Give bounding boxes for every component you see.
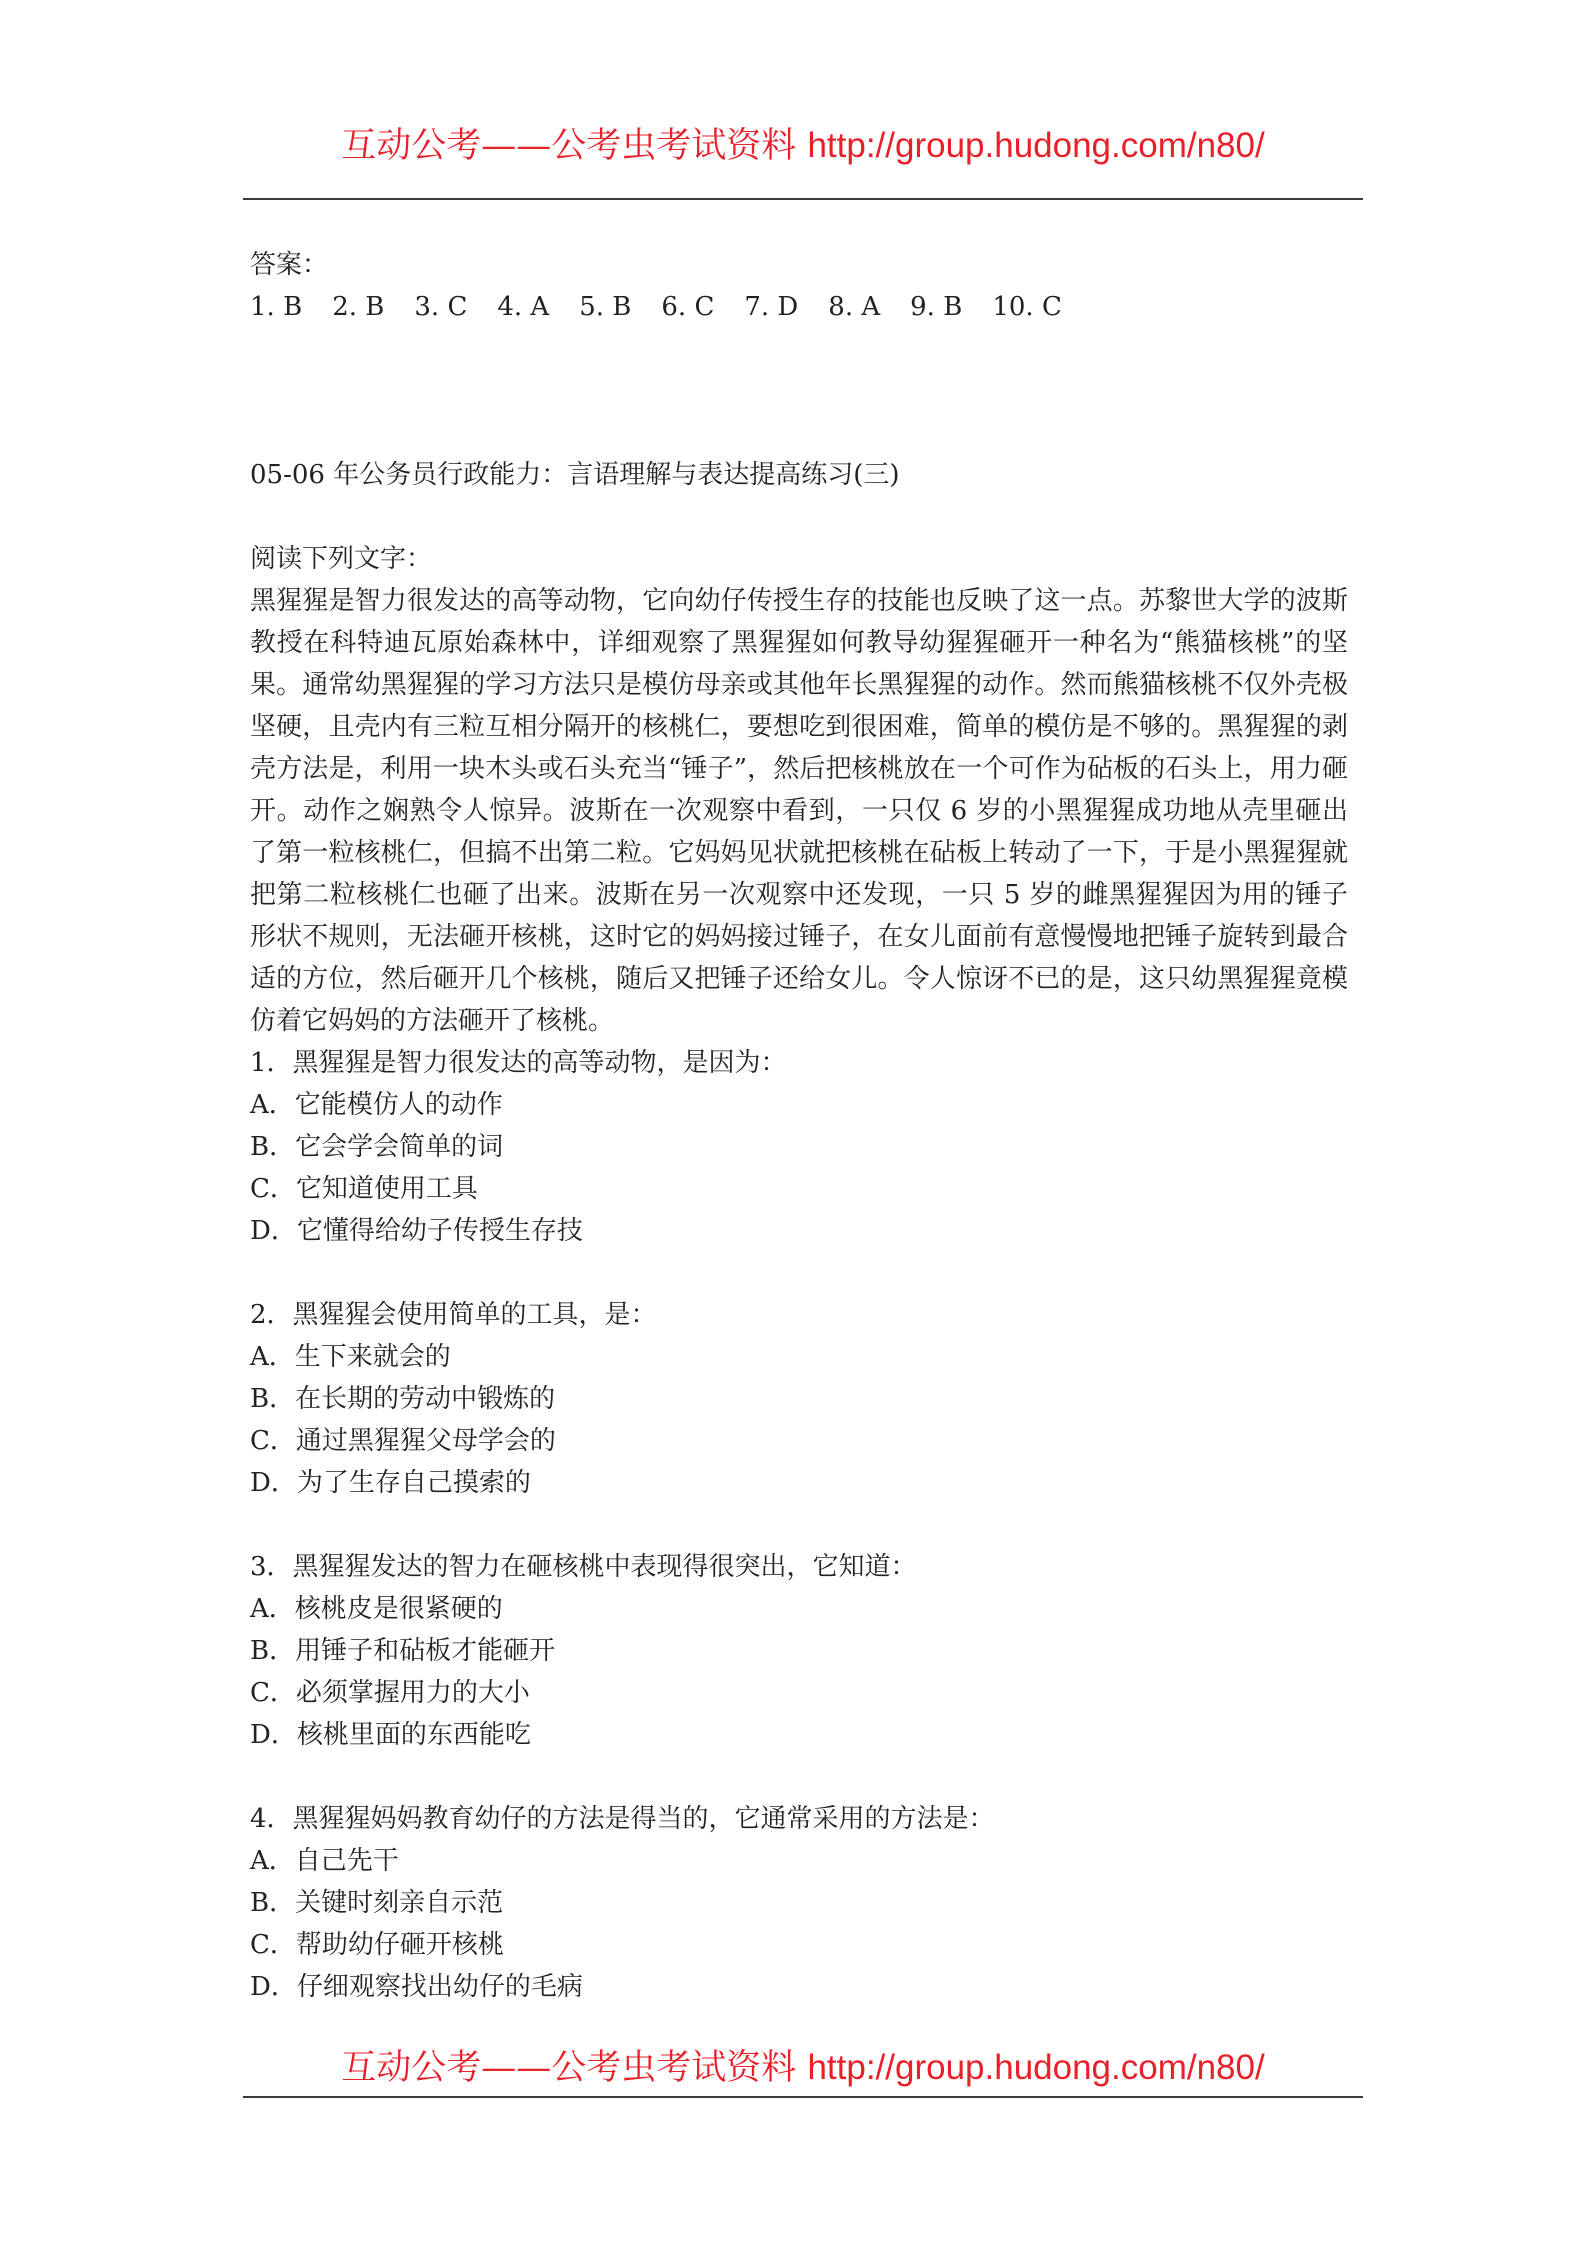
page-footer — [243, 2046, 1363, 2090]
question-stem: 4．黑猩猩妈妈教育幼仔的方法是得当的，它通常采用的方法是： — [250, 1804, 995, 1834]
answer-item: 5. B — [579, 292, 632, 322]
option-d: D．仔细观察找出幼仔的毛病 — [250, 1972, 583, 2002]
answer-item: 6. C — [661, 292, 715, 322]
answer-item: 8. A — [828, 292, 881, 322]
answer-item: 4. A — [497, 292, 550, 322]
question-stem: 1．黑猩猩是智力很发达的高等动物，是因为： — [250, 1048, 787, 1078]
header-url[interactable]: http://group.hudong.com/n80/ — [807, 126, 1265, 165]
question-1 — [250, 1042, 1348, 1252]
option-b: B．关键时刻亲自示范 — [250, 1888, 504, 1918]
question-stem: 2．黑猩猩会使用简单的工具，是： — [250, 1300, 657, 1330]
answer-item: 10. C — [992, 292, 1062, 322]
answer-item: 2. B — [332, 292, 385, 322]
header-brand: 互动公考——公考虫考试资料 — [341, 126, 797, 166]
option-a: A．核桃皮是很紧硬的 — [250, 1594, 503, 1624]
option-c: C．通过黑猩猩父母学会的 — [250, 1426, 556, 1456]
footer-brand: 互动公考——公考虫考试资料 — [341, 2048, 797, 2088]
question-4 — [250, 1798, 1348, 2008]
option-a: A．它能模仿人的动作 — [250, 1090, 503, 1120]
reading-passage: 黑猩猩是智力很发达的高等动物，它向幼仔传授生存的技能也反映了这一点。苏黎世大学的波斯教授在科特迪瓦原始森林中，详细观察了黑猩猩如何教导幼猩猩砸开一种名为“熊猫核桃”的坚果。通常幼黑猩猩的学习方法只是模仿母亲或其他年长黑猩猩的动作。然而熊猫核桃不仅外壳极坚硬，且壳内有三粒互相分隔开的核桃仁，要想吃到很困难，简单的模仿是不够的。黑猩猩的剥壳方法是，利用一块木头或石头充当“锤子”，然后把核桃放在一个可作为砧板的石头上，用力砸开。动作之娴熟令人惊异。波斯在一次观察中看到，一只仅 6 岁的小黑猩猩成功地从壳里砸出了第一粒核桃仁，但搞不出第二粒。它妈妈见状就把核桃在砧板上转动了一下，于是小黑猩猩就把第二粒核桃仁也砸了出来。波斯在另一次观察中还发现，一只 5 岁的雌黑猩猩因为用的锤子形状不规则，无法砸开核桃，这时它的妈妈接过锤子，在女儿面前有意慢慢地把锤子旋转到最合适的方位，然后砸开几个核桃，随后又把锤子还给女儿。令人惊讶不已的是，这只幼黑猩猩竟模仿着它妈妈的方法砸开了核桃。 — [250, 586, 1348, 1036]
option-b: B．用锤子和砧板才能砸开 — [250, 1636, 556, 1666]
page-header — [243, 124, 1363, 168]
section-title: 05-06 年公务员行政能力：言语理解与表达提高练习(三) — [250, 460, 900, 490]
option-c: C．它知道使用工具 — [250, 1174, 478, 1204]
answer-item: 7. D — [744, 292, 799, 322]
answer-item: 3. C — [414, 292, 468, 322]
question-3 — [250, 1546, 1348, 1756]
reading-intro: 阅读下列文字： — [250, 544, 433, 574]
option-d: D．为了生存自己摸索的 — [250, 1468, 531, 1498]
option-b: B．它会学会简单的词 — [250, 1132, 504, 1162]
option-a: A．生下来就会的 — [250, 1342, 451, 1372]
option-d: D．它懂得给幼子传授生存技 — [250, 1216, 583, 1246]
footer-rule — [243, 2096, 1363, 2098]
option-d: D．核桃里面的东西能吃 — [250, 1720, 531, 1750]
answers-label: 答案： — [250, 250, 329, 280]
footer-url[interactable]: http://group.hudong.com/n80/ — [807, 2048, 1265, 2087]
option-c: C．必须掌握用力的大小 — [250, 1678, 530, 1708]
option-c: C．帮助幼仔砸开核桃 — [250, 1930, 504, 1960]
option-a: A．自己先干 — [250, 1846, 399, 1876]
answer-item: 1. B — [250, 292, 303, 322]
answer-item: 9. B — [910, 292, 963, 322]
option-b: B．在长期的劳动中锻炼的 — [250, 1384, 556, 1414]
answers-list — [250, 286, 1348, 328]
header-rule — [243, 198, 1363, 200]
document-body — [250, 244, 1348, 2008]
question-2 — [250, 1294, 1348, 1504]
question-stem: 3．黑猩猩发达的智力在砸核桃中表现得很突出，它知道： — [250, 1552, 917, 1582]
